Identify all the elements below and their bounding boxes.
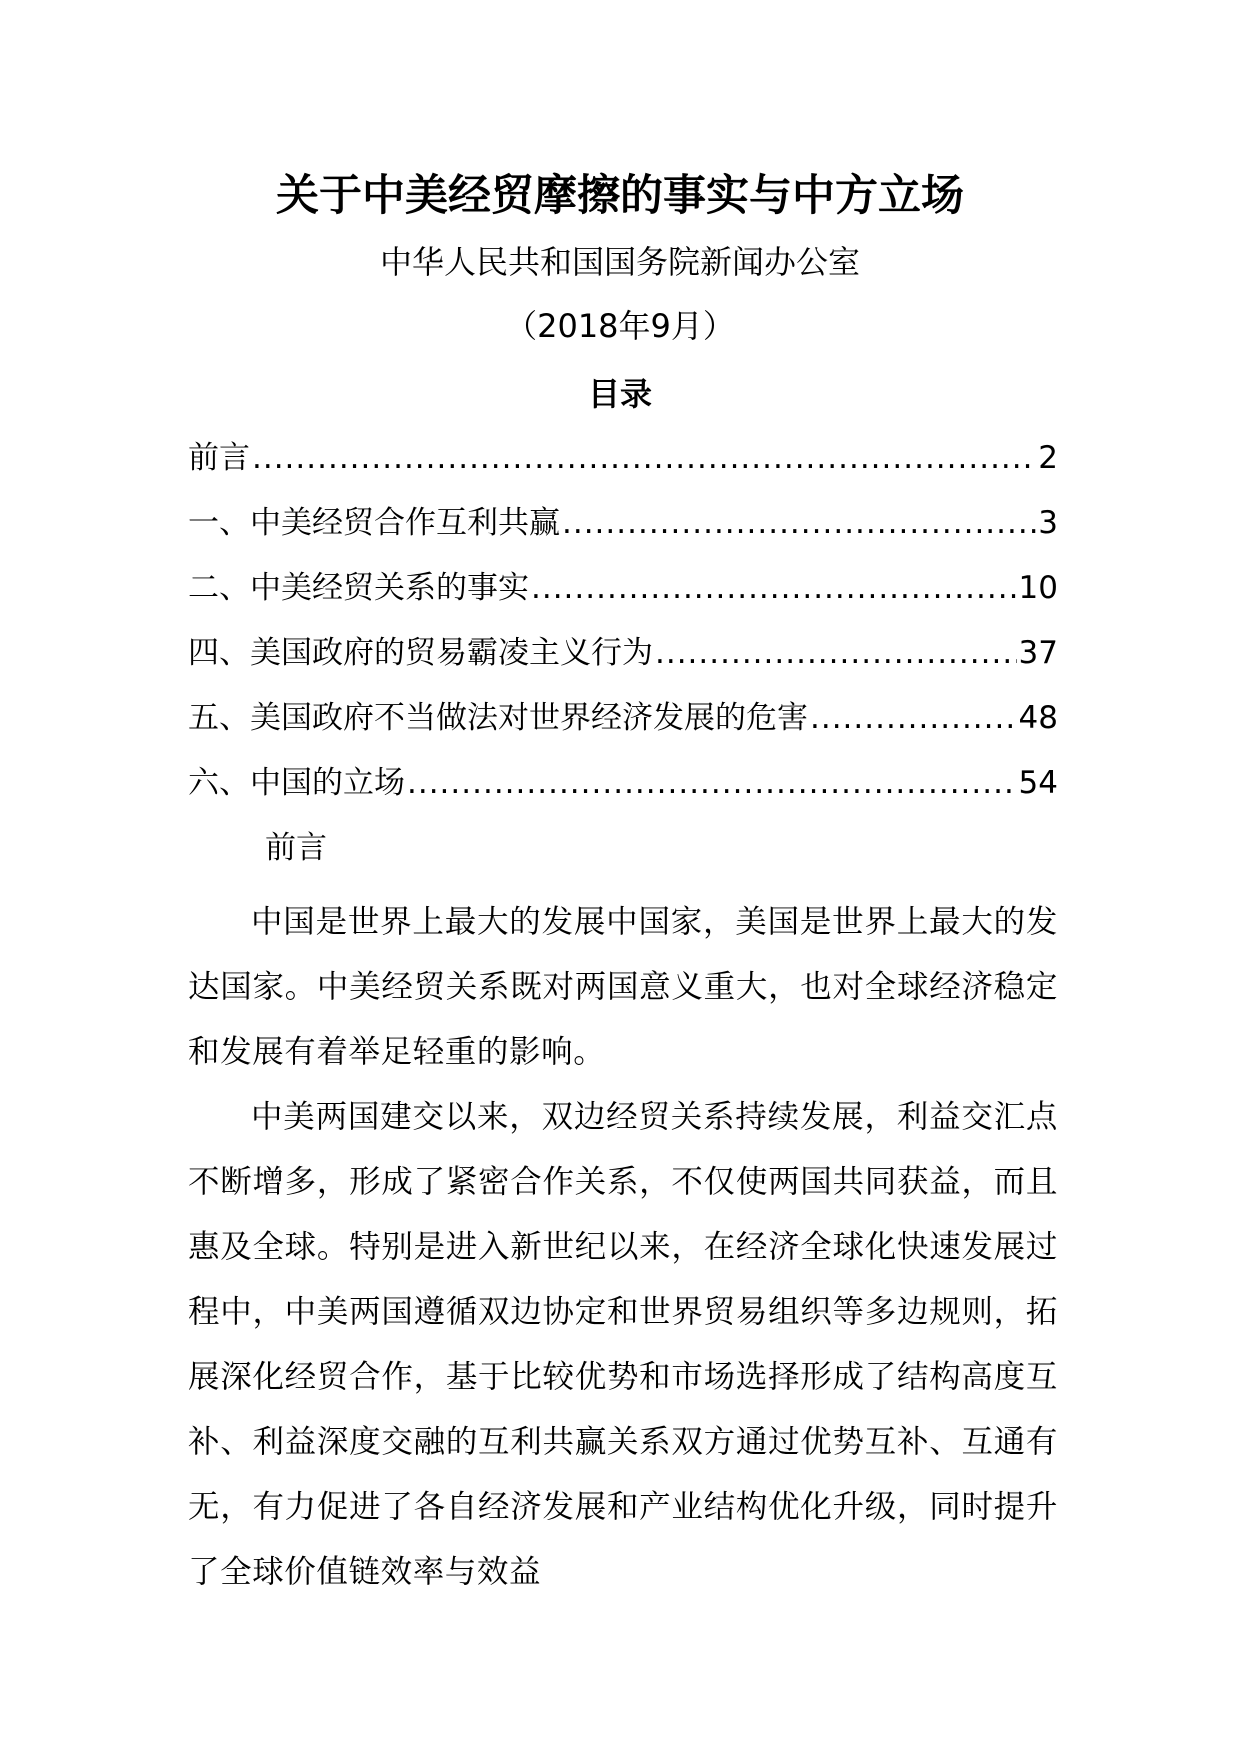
toc-leader: [810, 696, 1017, 740]
preface-body: [188, 890, 1058, 1605]
toc-item-page: 48: [1018, 700, 1058, 736]
toc-item-label: 六、中国的立场: [188, 765, 405, 801]
toc-item-page: 10: [1018, 570, 1058, 606]
document-title: 关于中美经贸摩擦的事实与中方立场: [276, 171, 964, 221]
toc-item[interactable]: [188, 696, 1058, 761]
toc-item[interactable]: [188, 761, 1058, 826]
toc-item-label: 四、美国政府的贸易霸凌主义行为: [188, 635, 653, 671]
toc-leader: [531, 566, 1017, 610]
toc-heading: 目录: [587, 375, 652, 413]
toc-item-label: 二、中美经贸关系的事实: [188, 570, 529, 606]
table-of-contents: [188, 436, 1058, 826]
toc-leader: [252, 436, 1036, 480]
toc-item-page: 54: [1018, 765, 1058, 801]
document-issuer: 中华人民共和国国务院新闻办公室: [379, 243, 860, 281]
document-date: （2018年9月）: [505, 307, 735, 345]
toc-item-page: 3: [1038, 505, 1058, 541]
body-paragraph: 中国是世界上最大的发展中国家，美国是世界上最大的发达国家。中美经贸关系既对两国意义重大，也对全球经济稳定和发展有着举足轻重的影响。: [188, 904, 1058, 1070]
body-paragraph: 中美两国建交以来，双边经贸关系持续发展，利益交汇点不断增多，形成了紧密合作关系，不仅使两国共同获益，而且惠及全球。特别是进入新世纪以来，在经济全球化快速发展过程中，中美两国遵循双边协定和世界贸易组织等多边规则，拓展深化经贸合作，基于比较优势和市场选择形成了结构高度互补、利益深度交融的互利共赢关系双方通过优势互补、互通有无，有力促进了各自经济发展和产业结构优化升级，同时提升了全球价值链效率与效益: [188, 1099, 1058, 1590]
toc-leader: [407, 761, 1017, 805]
toc-item-page: 37: [1018, 635, 1058, 671]
toc-item-label: 前言: [188, 440, 250, 476]
toc-item-page: 2: [1038, 440, 1058, 476]
toc-item-label: 一、中美经贸合作互利共赢: [188, 505, 560, 541]
toc-item[interactable]: [188, 631, 1058, 696]
toc-item[interactable]: [188, 501, 1058, 566]
toc-item[interactable]: [188, 566, 1058, 631]
preface-heading: 前言: [265, 830, 327, 866]
toc-item[interactable]: [188, 436, 1058, 501]
toc-leader: [562, 501, 1036, 545]
toc-item-label: 五、美国政府不当做法对世界经济发展的危害: [188, 700, 808, 736]
toc-leader: [655, 631, 1017, 675]
